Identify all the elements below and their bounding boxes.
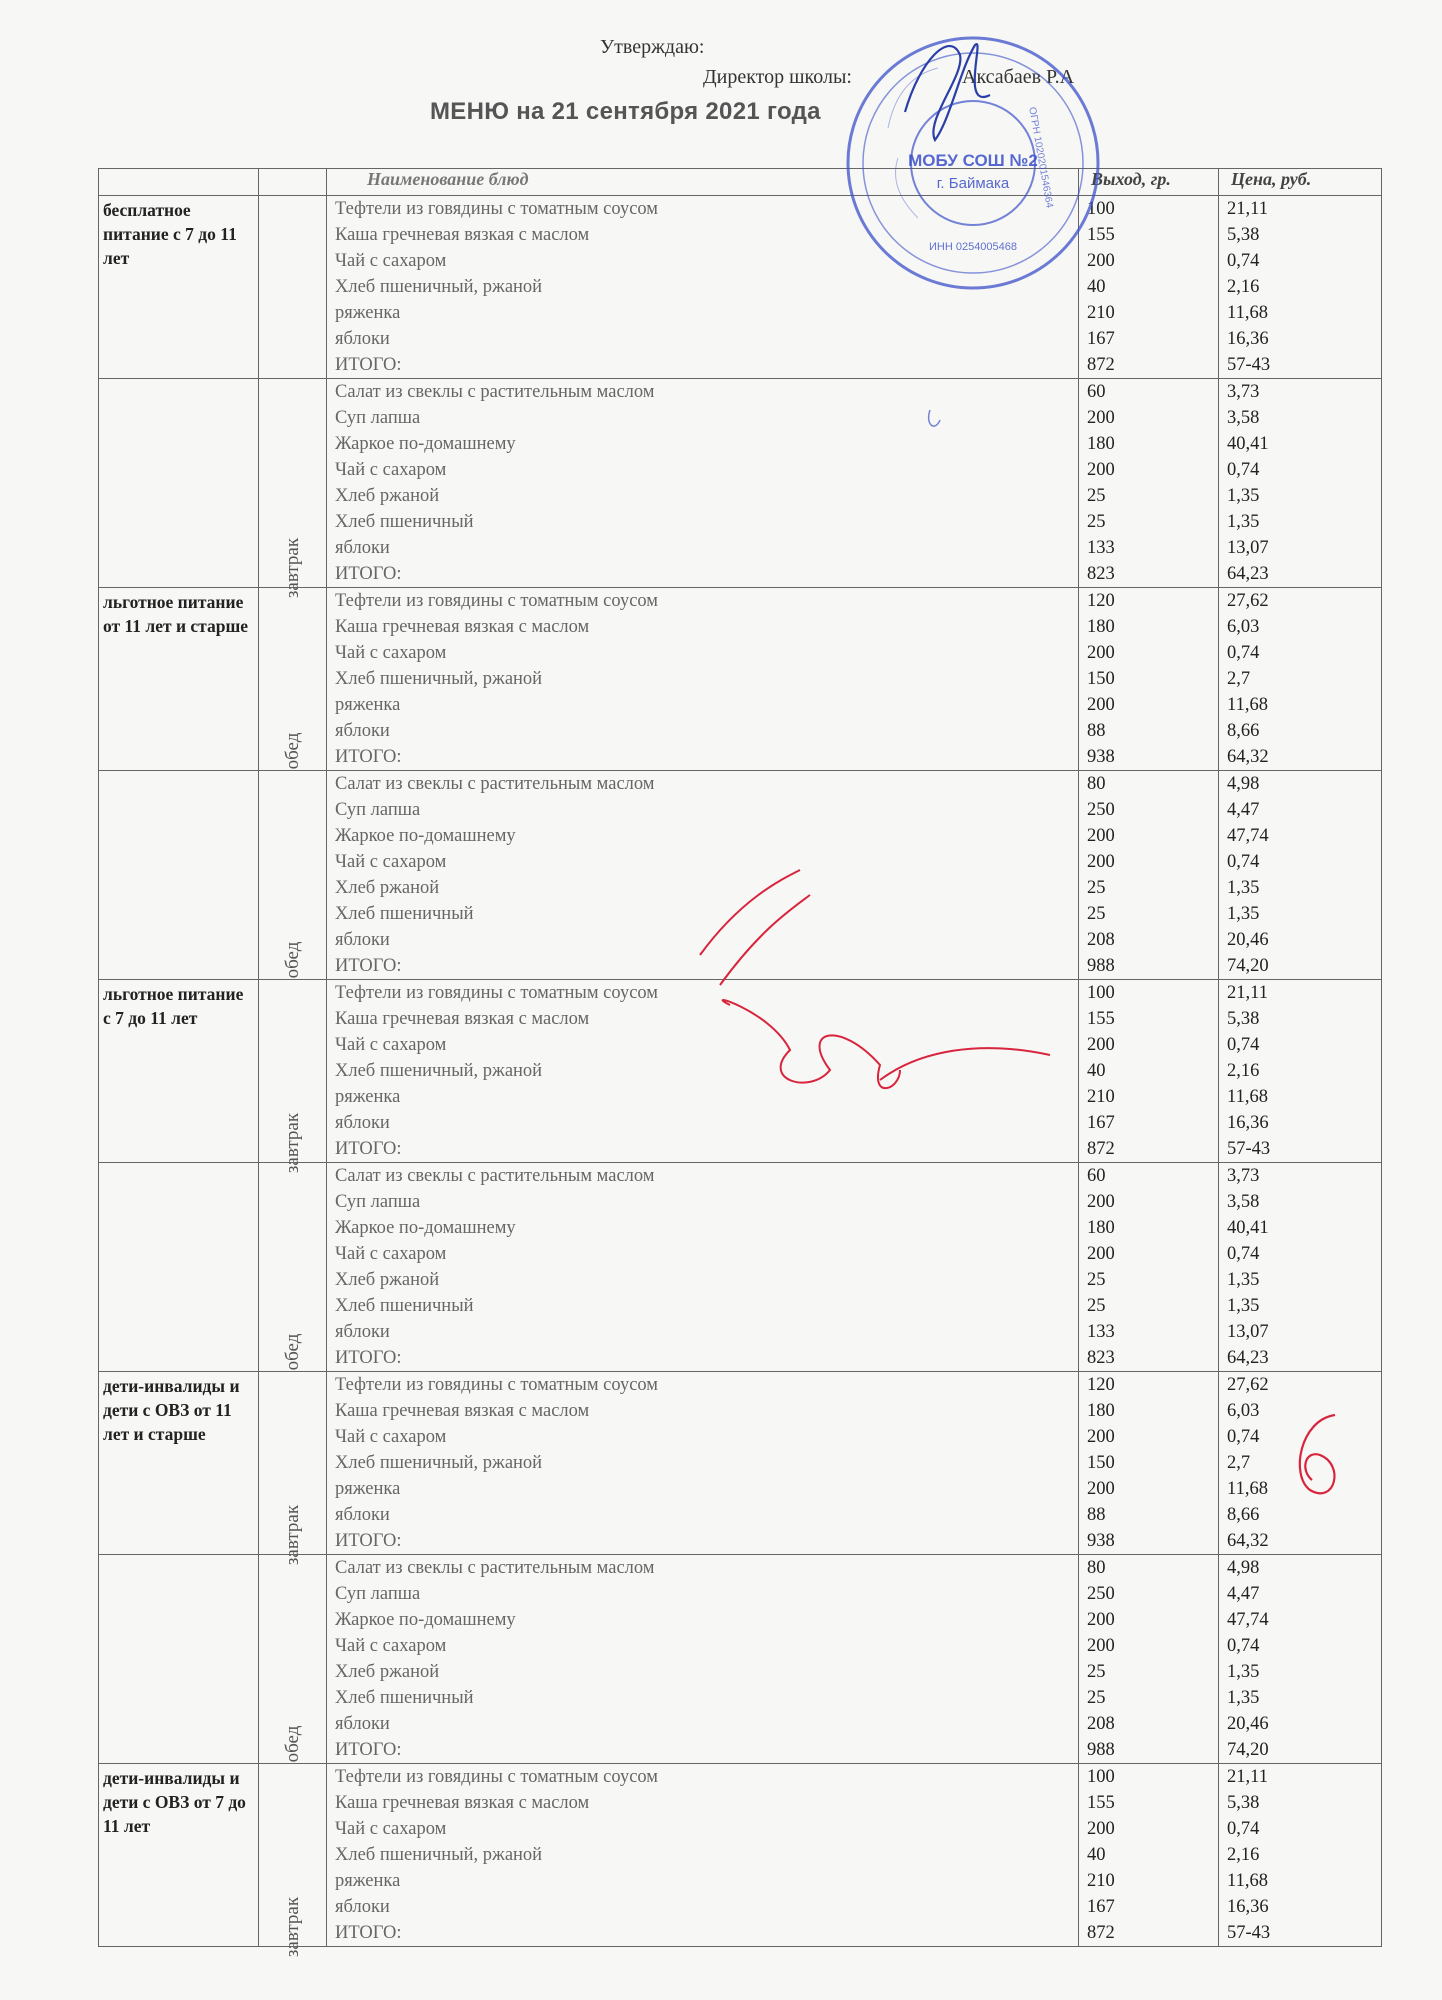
price-value: 13,07 xyxy=(1227,538,1269,558)
dish-name: Жаркое по-домашнему xyxy=(335,1218,516,1238)
price-value: 0,74 xyxy=(1227,1636,1260,1656)
dish-name: Жаркое по-домашнему xyxy=(335,826,516,846)
header-output: Выход, гр. xyxy=(1079,169,1219,196)
meal-label: обед xyxy=(281,941,303,979)
output-value: 150 xyxy=(1087,669,1115,689)
output-value: 120 xyxy=(1087,591,1115,611)
meal-label: обед xyxy=(281,732,303,770)
dish-name: ИТОГО: xyxy=(335,747,402,767)
price-value: 1,35 xyxy=(1227,878,1260,898)
director-name: Аксабаев Р.А xyxy=(962,66,1075,88)
price-value: 0,74 xyxy=(1227,643,1260,663)
price-value: 1,35 xyxy=(1227,1662,1260,1682)
price-value: 0,74 xyxy=(1227,1244,1260,1264)
output-value: 872 xyxy=(1087,355,1115,375)
dish-name: Хлеб пшеничный, ржаной xyxy=(335,1453,543,1473)
category-cell: дети-инвалиды и дети с ОВЗ от 11 лет и старше xyxy=(99,1372,259,1555)
stamp-inn: ИНН 0254005468 xyxy=(928,241,1018,253)
price-value: 40,41 xyxy=(1227,1218,1269,1238)
meal-cell xyxy=(259,980,327,1174)
header-meal xyxy=(259,169,327,196)
price-value: 16,36 xyxy=(1227,1113,1269,1133)
category-cell: дети-инвалиды и дети с ОВЗ от 7 до 11 лет xyxy=(99,1764,259,1947)
price-value: 8,66 xyxy=(1227,721,1260,741)
dish-name: Тефтели из говядины с томатным соусом xyxy=(335,1767,659,1787)
price-value: 2,16 xyxy=(1227,1061,1260,1081)
dish-name: Хлеб пшеничный, ржаной xyxy=(335,277,543,297)
dish-name-cell xyxy=(327,1163,1079,1372)
category-cell xyxy=(99,771,259,980)
dish-name: Тефтели из говядины с томатным соусом xyxy=(335,1375,659,1395)
school-stamp xyxy=(828,18,1118,308)
output-value: 180 xyxy=(1087,1218,1115,1238)
meal-label: завтрак xyxy=(281,537,303,599)
dish-name: Чай с сахаром xyxy=(335,1035,447,1055)
dish-name: Каша гречневая вязкая с маслом xyxy=(335,1401,590,1421)
dish-name: Суп лапша xyxy=(335,1584,421,1604)
dish-name: Салат из свеклы с растительным маслом xyxy=(335,774,655,794)
meal-label: обед xyxy=(281,1725,303,1763)
table-row xyxy=(99,1764,1382,1947)
dish-name: ряженка xyxy=(335,1087,401,1107)
dish-name: ряженка xyxy=(335,303,401,323)
dish-name: Хлеб пшеничный xyxy=(335,904,474,924)
price-value: 0,74 xyxy=(1227,1035,1260,1055)
output-value: 200 xyxy=(1087,1244,1115,1264)
meal-cell xyxy=(259,1372,327,1566)
output-value: 60 xyxy=(1087,382,1106,402)
dish-name-cell xyxy=(327,1764,1079,1947)
dish-name: Хлеб ржаной xyxy=(335,1270,440,1290)
output-value: 155 xyxy=(1087,1793,1115,1813)
dish-name: ИТОГО: xyxy=(335,956,402,976)
price-cell xyxy=(1219,980,1382,1163)
output-value: 25 xyxy=(1087,878,1106,898)
price-value: 16,36 xyxy=(1227,1897,1269,1917)
category-cell xyxy=(99,379,259,588)
dish-name: яблоки xyxy=(335,538,390,558)
price-value: 3,58 xyxy=(1227,408,1260,428)
dish-name: Хлеб пшеничный xyxy=(335,1688,474,1708)
output-value: 200 xyxy=(1087,1636,1115,1656)
price-value: 21,11 xyxy=(1227,1767,1268,1787)
dish-name: ряженка xyxy=(335,1871,401,1891)
price-value: 64,23 xyxy=(1227,564,1269,584)
output-value: 208 xyxy=(1087,1714,1115,1734)
output-value: 133 xyxy=(1087,538,1115,558)
price-value: 57-43 xyxy=(1227,1139,1271,1159)
price-value: 2,7 xyxy=(1227,669,1251,689)
price-value: 1,35 xyxy=(1227,904,1260,924)
output-value: 88 xyxy=(1087,1505,1106,1525)
output-value: 872 xyxy=(1087,1139,1115,1159)
output-value: 167 xyxy=(1087,1897,1115,1917)
price-value: 3,58 xyxy=(1227,1192,1260,1212)
price-value: 0,74 xyxy=(1227,852,1260,872)
meal-label: завтрак xyxy=(281,1504,303,1566)
price-value: 11,68 xyxy=(1227,1087,1268,1107)
table-header-row xyxy=(99,169,1382,196)
price-value: 2,7 xyxy=(1227,1453,1251,1473)
dish-name: Каша гречневая вязкая с маслом xyxy=(335,1793,590,1813)
output-cell xyxy=(1079,980,1219,1163)
output-value: 120 xyxy=(1087,1375,1115,1395)
output-cell xyxy=(1079,1764,1219,1947)
dish-name: Чай с сахаром xyxy=(335,1427,447,1447)
dish-name: Салат из свеклы с растительным маслом xyxy=(335,382,655,402)
price-value: 47,74 xyxy=(1227,826,1269,846)
dish-name: яблоки xyxy=(335,1897,390,1917)
price-cell xyxy=(1219,771,1382,980)
price-value: 3,73 xyxy=(1227,1166,1260,1186)
price-value: 4,98 xyxy=(1227,1558,1260,1578)
meal-label: завтрак xyxy=(281,1896,303,1958)
output-value: 25 xyxy=(1087,1688,1106,1708)
stamp-ogrn: ОГРН 1020201546364 xyxy=(1026,106,1055,209)
category-cell xyxy=(99,1163,259,1372)
price-value: 11,68 xyxy=(1227,1479,1268,1499)
output-cell xyxy=(1079,588,1219,771)
output-value: 167 xyxy=(1087,1113,1115,1133)
price-cell xyxy=(1219,379,1382,588)
output-value: 210 xyxy=(1087,303,1115,323)
price-value: 6,03 xyxy=(1227,617,1260,637)
price-value: 11,68 xyxy=(1227,303,1268,323)
output-value: 180 xyxy=(1087,617,1115,637)
dish-name: Чай с сахаром xyxy=(335,1819,447,1839)
price-value: 64,32 xyxy=(1227,747,1269,767)
dish-name: Хлеб пшеничный, ржаной xyxy=(335,1061,543,1081)
header-category xyxy=(99,169,259,196)
dish-name: яблоки xyxy=(335,930,390,950)
table-row xyxy=(99,1555,1382,1764)
dish-name: Каша гречневая вязкая с маслом xyxy=(335,1009,590,1029)
output-cell xyxy=(1079,1372,1219,1555)
dish-name: яблоки xyxy=(335,1505,390,1525)
output-value: 200 xyxy=(1087,1192,1115,1212)
price-value: 1,35 xyxy=(1227,486,1260,506)
dish-name: Каша гречневая вязкая с маслом xyxy=(335,617,590,637)
table-row xyxy=(99,379,1382,588)
output-value: 25 xyxy=(1087,1270,1106,1290)
output-value: 200 xyxy=(1087,1479,1115,1499)
meal-cell xyxy=(259,1555,327,1764)
dish-name: Суп лапша xyxy=(335,800,421,820)
table-row xyxy=(99,980,1382,1163)
output-value: 200 xyxy=(1087,643,1115,663)
table-row xyxy=(99,1163,1382,1372)
table-row xyxy=(99,588,1382,771)
price-cell xyxy=(1219,1163,1382,1372)
dish-name: ИТОГО: xyxy=(335,564,402,584)
dish-name-cell xyxy=(327,588,1079,771)
output-value: 25 xyxy=(1087,904,1106,924)
director-label: Директор школы: xyxy=(703,66,852,88)
dish-name: Хлеб пшеничный xyxy=(335,512,474,532)
output-cell xyxy=(1079,1163,1219,1372)
output-value: 200 xyxy=(1087,460,1115,480)
output-value: 200 xyxy=(1087,826,1115,846)
dish-name: ИТОГО: xyxy=(335,1531,402,1551)
price-value: 5,38 xyxy=(1227,1793,1260,1813)
dish-name: Салат из свеклы с растительным маслом xyxy=(335,1558,655,1578)
output-value: 210 xyxy=(1087,1087,1115,1107)
output-value: 133 xyxy=(1087,1322,1115,1342)
output-value: 100 xyxy=(1087,983,1115,1003)
dish-name: ИТОГО: xyxy=(335,1139,402,1159)
meal-cell xyxy=(259,1163,327,1372)
dish-name: Тефтели из говядины с томатным соусом xyxy=(335,199,659,219)
meal-cell xyxy=(259,771,327,980)
output-value: 180 xyxy=(1087,434,1115,454)
output-value: 25 xyxy=(1087,486,1106,506)
dish-name: ИТОГО: xyxy=(335,355,402,375)
output-value: 60 xyxy=(1087,1166,1106,1186)
output-value: 40 xyxy=(1087,1845,1106,1865)
dish-name: ИТОГО: xyxy=(335,1923,402,1943)
output-value: 938 xyxy=(1087,1531,1115,1551)
price-value: 2,16 xyxy=(1227,277,1260,297)
dish-name-cell xyxy=(327,1555,1079,1764)
dish-name: Тефтели из говядины с томатным соусом xyxy=(335,983,659,1003)
dish-name-cell xyxy=(327,1372,1079,1555)
output-value: 988 xyxy=(1087,956,1115,976)
output-value: 150 xyxy=(1087,1453,1115,1473)
dish-name: ИТОГО: xyxy=(335,1348,402,1368)
output-value: 200 xyxy=(1087,251,1115,271)
output-cell xyxy=(1079,771,1219,980)
dish-name: Чай с сахаром xyxy=(335,251,447,271)
output-value: 155 xyxy=(1087,1009,1115,1029)
dish-name: Чай с сахаром xyxy=(335,1244,447,1264)
price-value: 20,46 xyxy=(1227,930,1269,950)
dish-name: ряженка xyxy=(335,1479,401,1499)
menu-table xyxy=(98,168,1382,1958)
price-value: 8,66 xyxy=(1227,1505,1260,1525)
price-value: 4,47 xyxy=(1227,800,1260,820)
price-value: 13,07 xyxy=(1227,1322,1269,1342)
price-value: 74,20 xyxy=(1227,956,1269,976)
price-value: 6,03 xyxy=(1227,1401,1260,1421)
price-value: 1,35 xyxy=(1227,1688,1260,1708)
output-value: 180 xyxy=(1087,1401,1115,1421)
dish-name: Хлеб пшеничный xyxy=(335,1296,474,1316)
meal-label: завтрак xyxy=(281,1112,303,1174)
dish-name-cell xyxy=(327,771,1079,980)
table-row xyxy=(99,196,1382,379)
price-value: 3,73 xyxy=(1227,382,1260,402)
dish-name: Жаркое по-домашнему xyxy=(335,1610,516,1630)
output-value: 80 xyxy=(1087,774,1106,794)
meal-cell xyxy=(259,379,327,599)
price-value: 0,74 xyxy=(1227,251,1260,271)
dish-name: Хлеб ржаной xyxy=(335,1662,440,1682)
stamp-center-line1: МОБУ СОШ №2 xyxy=(908,151,1038,170)
dish-name: Салат из свеклы с растительным маслом xyxy=(335,1166,655,1186)
dish-name: Чай с сахаром xyxy=(335,1636,447,1656)
output-value: 200 xyxy=(1087,1819,1115,1839)
price-value: 40,41 xyxy=(1227,434,1269,454)
dish-name: Чай с сахаром xyxy=(335,852,447,872)
dish-name: Каша гречневая вязкая с маслом xyxy=(335,225,590,245)
output-value: 155 xyxy=(1087,225,1115,245)
table-row xyxy=(99,771,1382,980)
output-value: 200 xyxy=(1087,1427,1115,1447)
price-cell xyxy=(1219,1764,1382,1947)
dish-name-cell xyxy=(327,980,1079,1163)
page-title: МЕНЮ на 21 сентября 2021 года xyxy=(430,98,821,125)
price-value: 1,35 xyxy=(1227,1270,1260,1290)
dish-name: яблоки xyxy=(335,329,390,349)
price-value: 0,74 xyxy=(1227,1427,1260,1447)
price-cell xyxy=(1219,1372,1382,1555)
price-value: 2,16 xyxy=(1227,1845,1260,1865)
price-value: 20,46 xyxy=(1227,1714,1269,1734)
price-value: 1,35 xyxy=(1227,512,1260,532)
meal-cell xyxy=(259,1764,327,1958)
dish-name: Хлеб пшеничный, ржаной xyxy=(335,1845,543,1865)
output-cell xyxy=(1079,379,1219,588)
dish-name: Жаркое по-домашнему xyxy=(335,434,516,454)
dish-name: ИТОГО: xyxy=(335,1740,402,1760)
dish-name: ряженка xyxy=(335,695,401,715)
dish-name: Чай с сахаром xyxy=(335,460,447,480)
output-value: 200 xyxy=(1087,1035,1115,1055)
dish-name: Суп лапша xyxy=(335,408,421,428)
price-cell xyxy=(1219,196,1382,379)
price-value: 64,32 xyxy=(1227,1531,1269,1551)
output-value: 250 xyxy=(1087,1584,1115,1604)
output-value: 25 xyxy=(1087,1662,1106,1682)
price-value: 74,20 xyxy=(1227,1740,1269,1760)
output-value: 200 xyxy=(1087,408,1115,428)
output-value: 210 xyxy=(1087,1871,1115,1891)
output-value: 208 xyxy=(1087,930,1115,950)
output-value: 200 xyxy=(1087,852,1115,872)
dish-name: Хлеб пшеничный, ржаной xyxy=(335,669,543,689)
price-value: 27,62 xyxy=(1227,1375,1269,1395)
output-value: 100 xyxy=(1087,199,1115,219)
output-value: 100 xyxy=(1087,1767,1115,1787)
category-cell: льготное питание с 7 до 11 лет xyxy=(99,980,259,1163)
price-value: 21,11 xyxy=(1227,983,1268,1003)
output-value: 40 xyxy=(1087,1061,1106,1081)
price-value: 5,38 xyxy=(1227,225,1260,245)
output-value: 80 xyxy=(1087,1558,1106,1578)
meal-cell xyxy=(259,196,327,379)
header-dish-name: Наименование блюд xyxy=(327,169,1079,196)
output-cell xyxy=(1079,1555,1219,1764)
price-cell xyxy=(1219,1555,1382,1764)
category-cell xyxy=(99,1555,259,1764)
dish-name: Суп лапша xyxy=(335,1192,421,1212)
output-value: 25 xyxy=(1087,512,1106,532)
price-value: 57-43 xyxy=(1227,355,1271,375)
dish-name: Хлеб ржаной xyxy=(335,878,440,898)
price-value: 0,74 xyxy=(1227,460,1260,480)
dish-name: Тефтели из говядины с томатным соусом xyxy=(335,591,659,611)
output-value: 25 xyxy=(1087,1296,1106,1316)
dish-name: Чай с сахаром xyxy=(335,643,447,663)
meal-label: обед xyxy=(281,1333,303,1371)
dish-name: яблоки xyxy=(335,1322,390,1342)
price-value: 5,38 xyxy=(1227,1009,1260,1029)
output-value: 938 xyxy=(1087,747,1115,767)
output-value: 88 xyxy=(1087,721,1106,741)
approve-label: Утверждаю: xyxy=(600,36,705,58)
price-value: 27,62 xyxy=(1227,591,1269,611)
output-value: 167 xyxy=(1087,329,1115,349)
price-value: 21,11 xyxy=(1227,199,1268,219)
price-value: 4,98 xyxy=(1227,774,1260,794)
stamp-center-line2: г. Баймака xyxy=(936,175,1010,192)
header-price: Цена, руб. xyxy=(1219,169,1382,196)
meal-cell xyxy=(259,588,327,771)
category-cell: льготное питание от 11 лет и старше xyxy=(99,588,259,771)
menu-table-body xyxy=(99,196,1382,1958)
price-value: 4,47 xyxy=(1227,1584,1260,1604)
price-value: 16,36 xyxy=(1227,329,1269,349)
price-cell xyxy=(1219,588,1382,771)
table-row xyxy=(99,1372,1382,1555)
price-value: 11,68 xyxy=(1227,695,1268,715)
output-value: 823 xyxy=(1087,1348,1115,1368)
dish-name-cell xyxy=(327,379,1079,588)
dish-name: Хлеб ржаной xyxy=(335,486,440,506)
price-value: 11,68 xyxy=(1227,1871,1268,1891)
dish-name: яблоки xyxy=(335,1113,390,1133)
output-value: 823 xyxy=(1087,564,1115,584)
dish-name: яблоки xyxy=(335,1714,390,1734)
dish-name: яблоки xyxy=(335,721,390,741)
output-value: 988 xyxy=(1087,1740,1115,1760)
price-value: 1,35 xyxy=(1227,1296,1260,1316)
output-value: 872 xyxy=(1087,1923,1115,1943)
output-value: 200 xyxy=(1087,1610,1115,1630)
output-value: 200 xyxy=(1087,695,1115,715)
output-value: 250 xyxy=(1087,800,1115,820)
price-value: 57-43 xyxy=(1227,1923,1271,1943)
category-cell: бесплатное питание с 7 до 11 лет xyxy=(99,196,259,379)
price-value: 0,74 xyxy=(1227,1819,1260,1839)
output-value: 40 xyxy=(1087,277,1106,297)
price-value: 64,23 xyxy=(1227,1348,1269,1368)
price-value: 47,74 xyxy=(1227,1610,1269,1630)
